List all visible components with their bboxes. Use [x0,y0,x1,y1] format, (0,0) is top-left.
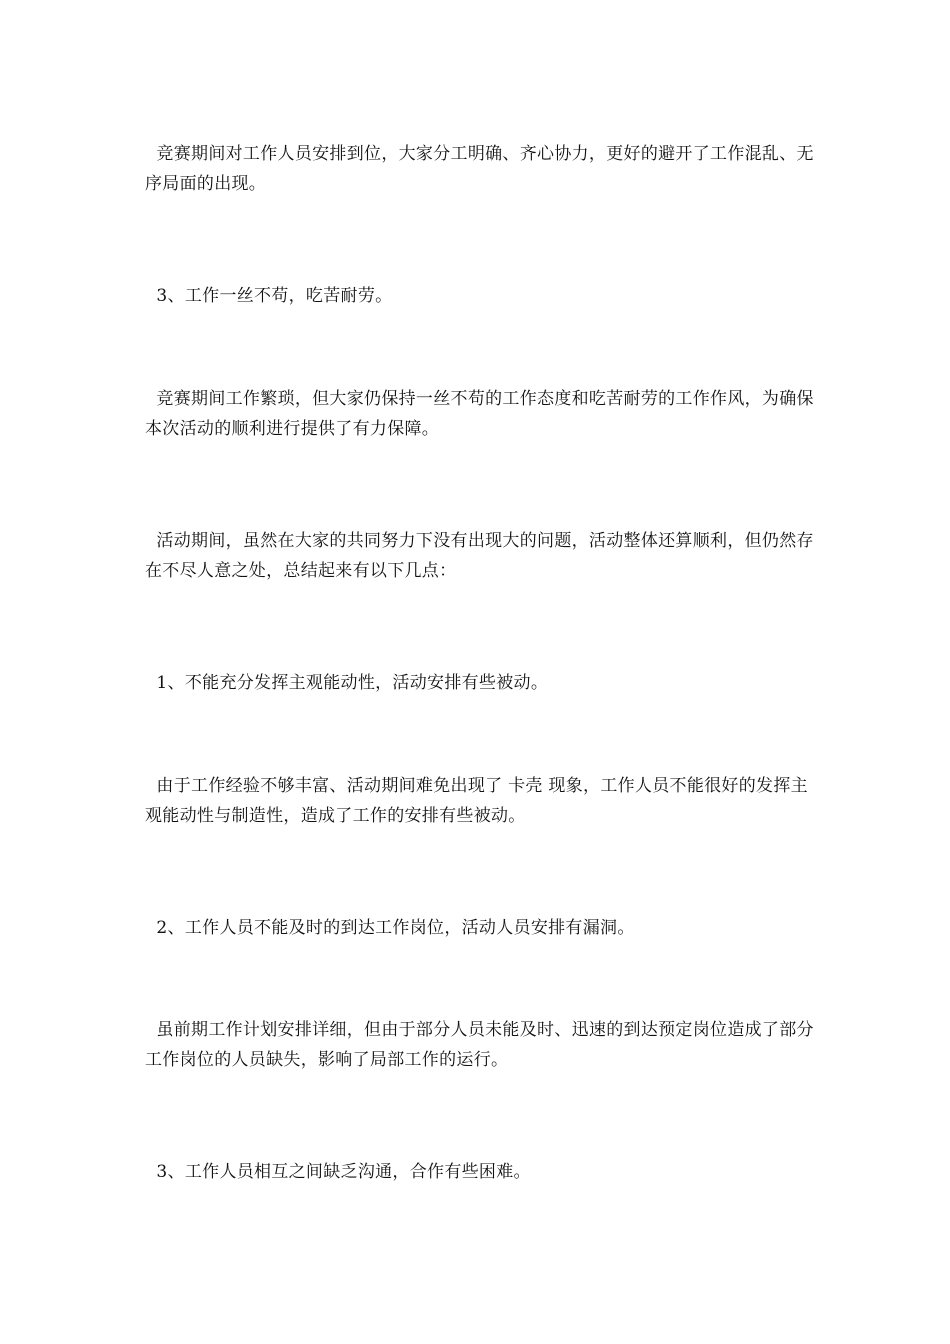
heading-shortcoming-3: 3、工作人员相互之间缺乏沟通，合作有些困难。 [145,1162,531,1182]
heading-point-3-diligence: 3、工作一丝不苟，吃苦耐劳。 [145,286,393,306]
paragraph-staff-arrangement: 竞赛期间对工作人员安排到位，大家分工明确、齐心协力，更好的避开了工作混乱、无序局面的出现。 [145,144,814,194]
paragraph-shortcoming-1: 由于工作经验不够丰富、活动期间难免出现了 卡壳 现象，工作人员不能很好的发挥主观能动性与制造性，造成了工作的安排有些被动。 [145,776,808,826]
paragraph-shortcoming-2: 虽前期工作计划安排详细，但由于部分人员未能及时、迅速的到达预定岗位造成了部分工作岗位的人员缺失，影响了局部工作的运行。 [145,1020,814,1070]
heading-shortcoming-1: 1、不能充分发挥主观能动性，活动安排有些被动。 [145,673,549,693]
paragraph-diligence: 竞赛期间工作繁琐，但大家仍保持一丝不苟的工作态度和吃苦耐劳的工作作风，为确保本次活动的顺利进行提供了有力保障。 [145,389,814,439]
paragraph-shortcomings-intro: 活动期间，虽然在大家的共同努力下没有出现大的问题，活动整体还算顺利，但仍然存在不尽人意之处，总结起来有以下几点： [145,531,814,581]
heading-shortcoming-2: 2、工作人员不能及时的到达工作岗位，活动人员安排有漏洞。 [145,918,635,938]
